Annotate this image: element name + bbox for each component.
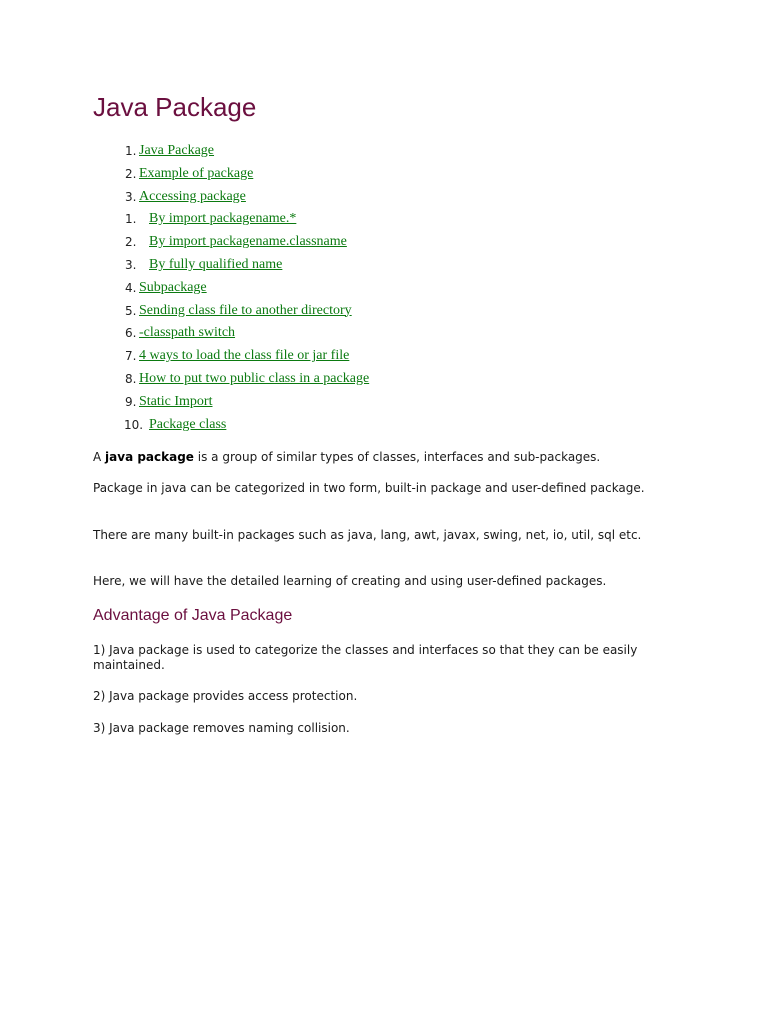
intro-paragraph	[93, 450, 678, 465]
intro-prefix: A	[93, 450, 106, 464]
toc-number: 7.	[125, 349, 137, 364]
body-paragraph: There are many built-in packages such as java, lang, awt, javax, swing, net, io, util, sql etc.	[93, 528, 642, 542]
toc-item	[0, 414, 768, 437]
toc-number: 3.	[125, 189, 137, 204]
toc-item	[0, 345, 768, 368]
toc-item	[0, 300, 768, 323]
toc-number: 1.	[125, 144, 137, 158]
toc-link-import-classname[interactable]: By import packagename.classname	[149, 234, 347, 250]
toc-number: 1.	[125, 212, 137, 227]
toc-link-fully-qualified-name[interactable]: By fully qualified name	[149, 256, 283, 272]
toc-link-subpackage[interactable]: Subpackage	[139, 279, 207, 295]
toc-link-two-public-class[interactable]: How to put two public class in a package	[139, 370, 370, 386]
toc-item	[0, 277, 768, 300]
toc-subitem	[0, 208, 768, 231]
toc-number: 3.	[125, 257, 137, 272]
toc-number: 2.	[125, 166, 137, 181]
toc-link-classpath-switch[interactable]: -classpath switch	[139, 325, 236, 341]
page-title: Java Package	[93, 92, 257, 122]
section-heading: Advantage of Java Package	[93, 607, 293, 624]
toc-link-import-wildcard[interactable]: By import packagename.*	[149, 211, 297, 227]
intro-bold-term: java package	[105, 450, 194, 464]
toc-link-accessing-package[interactable]: Accessing package	[139, 188, 246, 204]
toc-number: 10.	[124, 417, 144, 432]
advantage-point: 2) Java package provides access protection.	[93, 689, 358, 703]
advantage-point: 3) Java package removes naming collision.	[93, 721, 350, 735]
toc-item	[0, 186, 768, 209]
toc-subitem	[0, 231, 768, 254]
toc-link-java-package[interactable]: Java Package	[139, 143, 215, 158]
toc-link-load-class-file[interactable]: 4 ways to load the class file or jar file	[139, 348, 350, 364]
toc-number: 2.	[125, 235, 137, 250]
toc-number: 9.	[125, 394, 137, 409]
advantage-point: 1) Java package is used to categorize the classes and interfaces so that they can be easily maintained.	[93, 643, 638, 672]
toc-number: 4.	[125, 280, 137, 295]
toc-link-sending-class-file[interactable]: Sending class file to another directory	[139, 302, 352, 318]
toc-item	[0, 368, 768, 391]
toc-number: 8.	[125, 371, 137, 386]
toc-item	[0, 140, 768, 163]
toc-number: 6.	[125, 326, 137, 341]
body-paragraph: Here, we will have the detailed learning of creating and using user-defined packages.	[93, 574, 607, 588]
table-of-contents	[0, 140, 768, 436]
body-paragraph: Package in java can be categorized in two form, built-in package and user-defined package.	[93, 481, 645, 495]
toc-item	[0, 322, 768, 345]
toc-link-static-import[interactable]: Static Import	[139, 393, 213, 409]
toc-subitem	[0, 254, 768, 277]
toc-link-package-class[interactable]: Package class	[149, 416, 227, 432]
toc-item	[0, 163, 768, 186]
intro-suffix: is a group of similar types of classes, interfaces and sub-packages.	[193, 450, 601, 464]
toc-link-example-of-package[interactable]: Example of package	[139, 165, 254, 181]
toc-item	[0, 391, 768, 414]
toc-number: 5.	[125, 303, 137, 318]
